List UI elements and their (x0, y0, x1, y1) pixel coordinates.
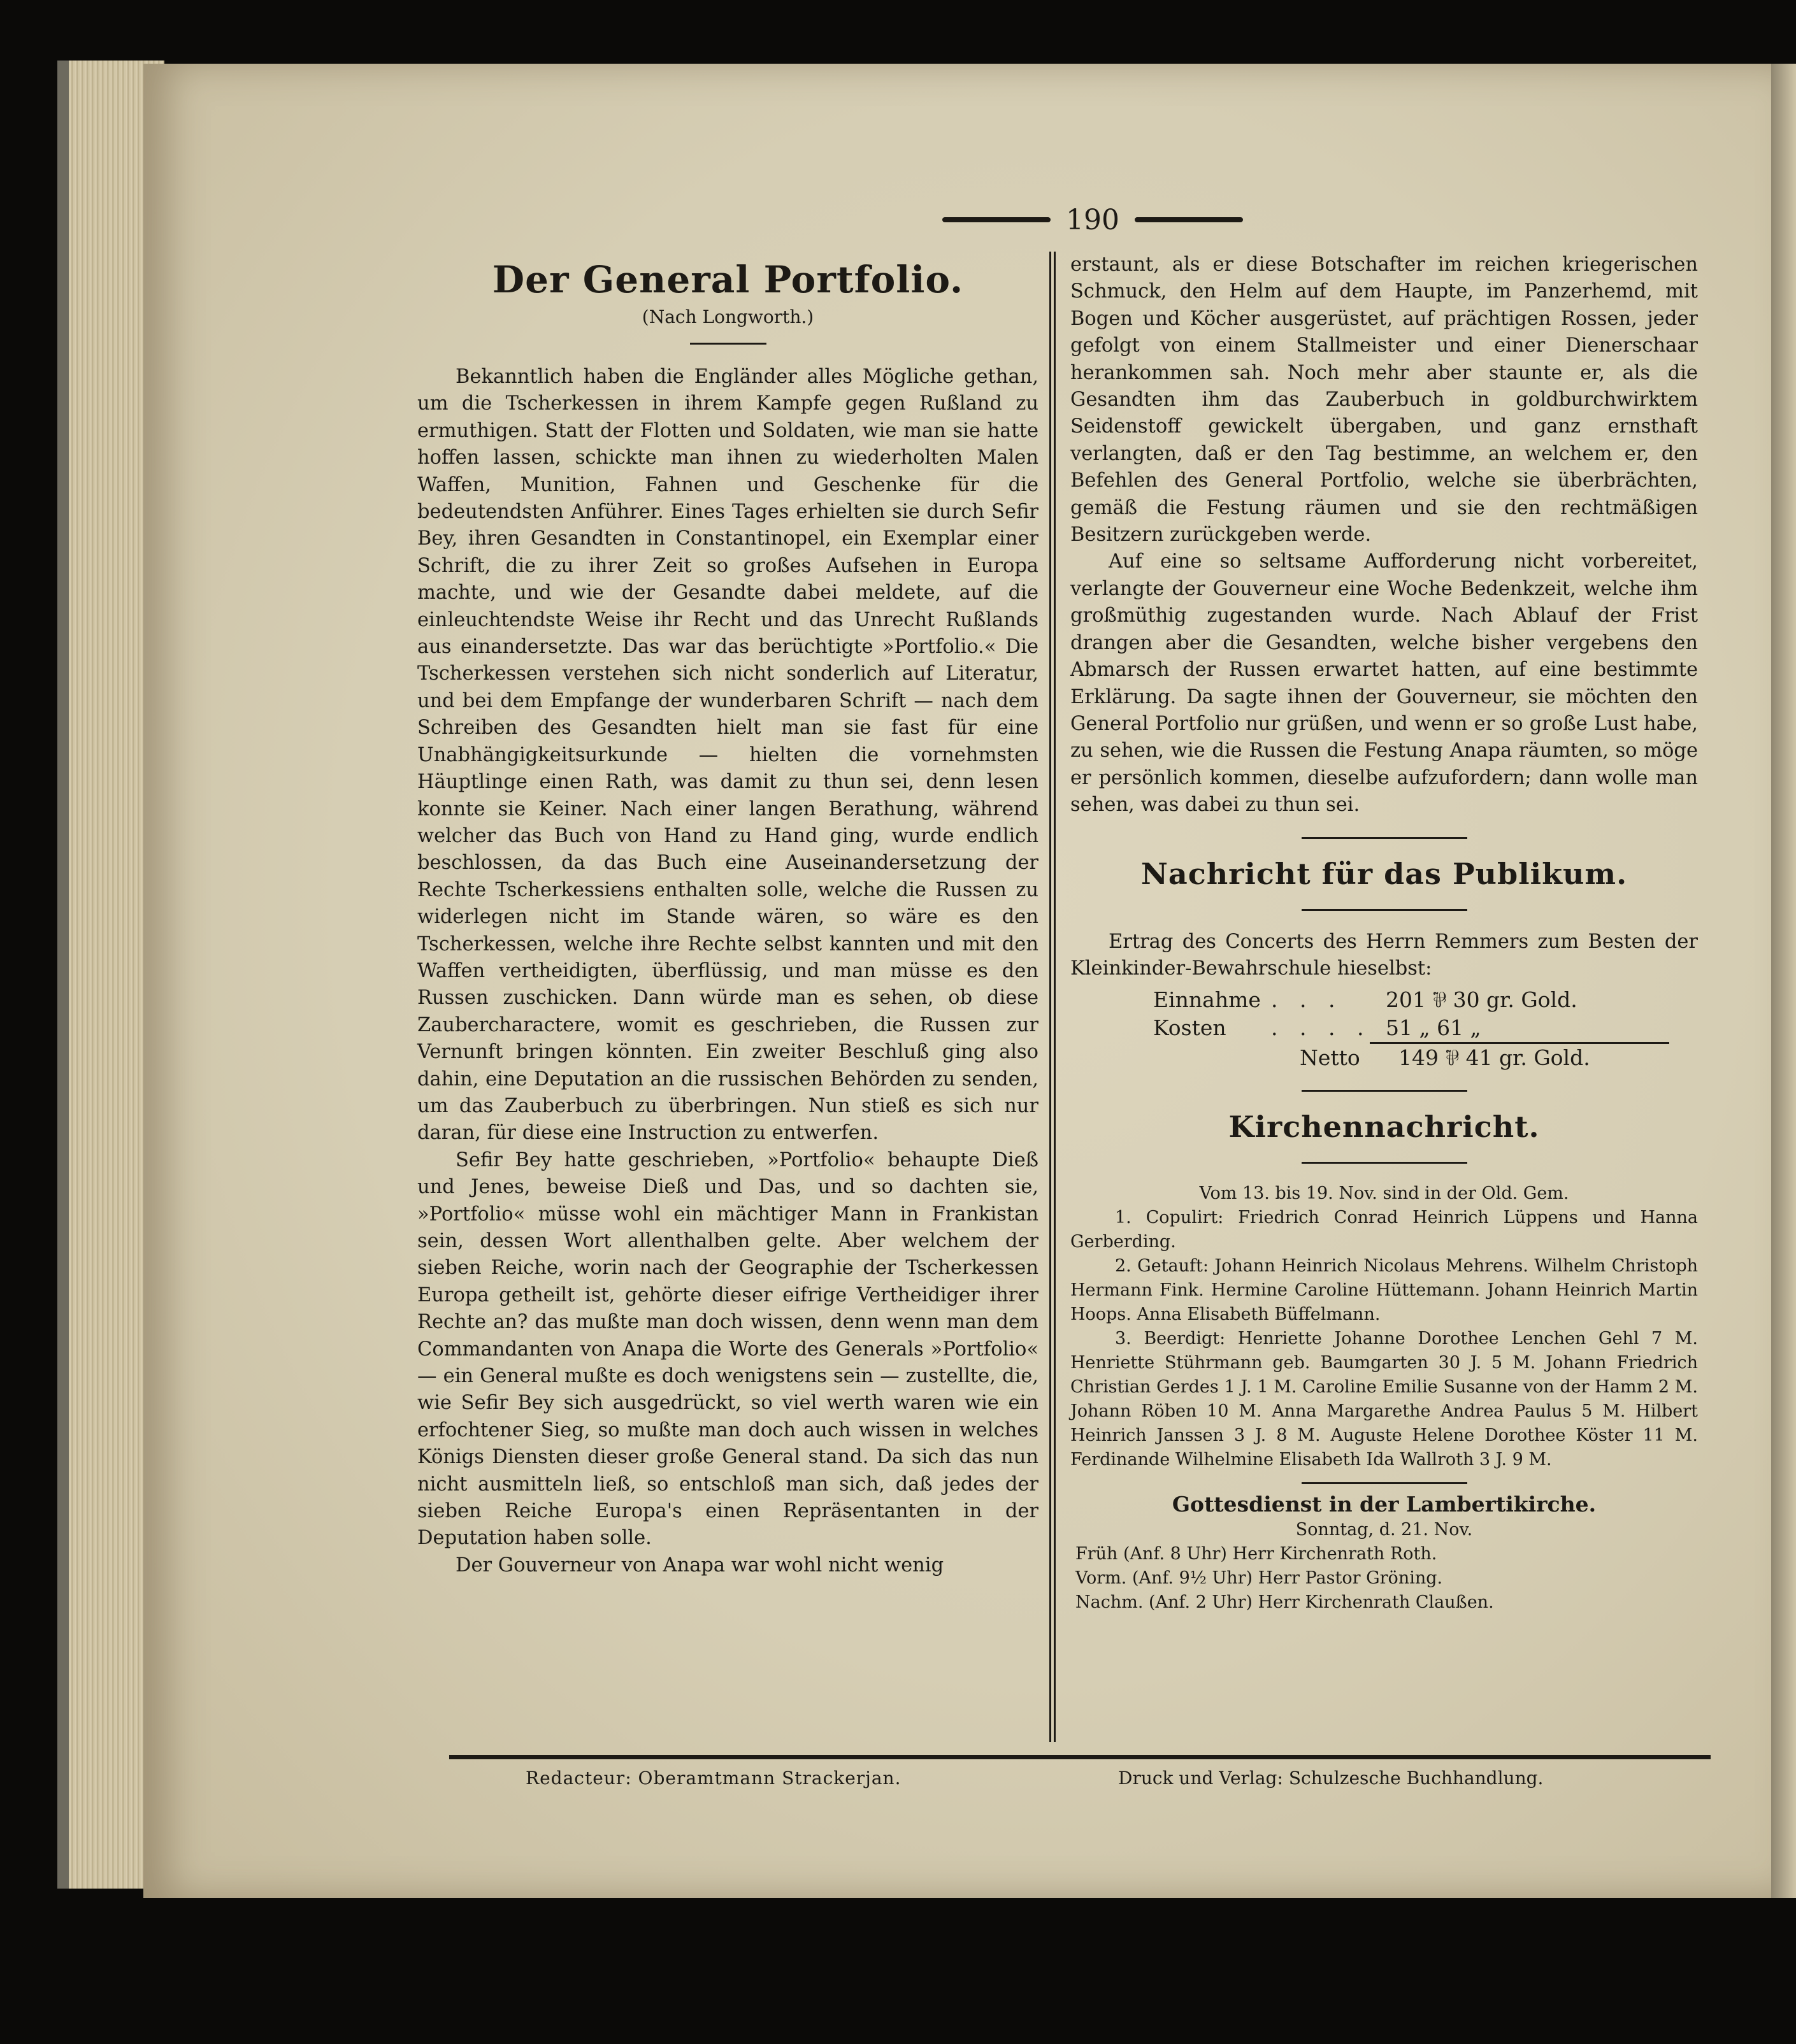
kirche-entry: 3. Beerdigt: Henriette Johanne Dorothee Lenchen Gehl 7 M. Henriette Stührmann geb. Baumgarten 30 J. 5 M. Johann Friedrich Christian Gerdes 1 J. 1 M. Caroline Emilie Susanne von der Hamm 2 M. Johann Röben 10 M. Anna Margarethe Andrea Paulus 5 M. Hilbert Heinrich Janssen 3 J. 8 M. Auguste Helene Dorothee Köster 11 M. Ferdinande Wilhelmine Elisabeth Ida Wallroth 3 J. 9 M. (1070, 1329, 1698, 1470)
service-line: Vorm. (Anf. 9½ Uhr) Herr Pastor Gröning. (1075, 1568, 1443, 1589)
account-table (1070, 986, 1698, 1072)
kirche-entry: 1. Copulirt: Friedrich Conrad Heinrich Lüppens und Hanna Gerberding. (1070, 1208, 1698, 1252)
nachricht-intro: Ertrag des Concerts des Herrn Remmers zum Besten der Kleinkinder-Bewahrschule hieselbst: (1070, 930, 1698, 980)
facing-page-edge (1771, 64, 1796, 1898)
left-column (417, 252, 1038, 1742)
account-value: 201 ⅌ 30 gr. Gold. (1386, 987, 1577, 1013)
page-header (902, 197, 1284, 242)
account-dots: . . . (1271, 987, 1343, 1013)
account-total-row (1070, 1044, 1698, 1072)
sonntag-date: Sonntag, d. 21. Nov. (1295, 1520, 1473, 1540)
article-title: Der General Portfolio. (492, 258, 964, 301)
article-paragraph: Bekanntlich haben die Engländer alles Mögliche gethan, um die Tscherkessen in ihrem Kampfe gegen Rußland zu ermuthigen. Statt der Flotten und Soldaten, wie man sie hatte hoffen lassen, schickte man ihnen zu wiederholten Malen Waffen, Munition, Fahnen und Geschenke für die bedeutendsten Anführer. Eines Tages erhielten sie durch Sefir Bey, ihren Gesandten in Constantinopel, ein Exemplar einer Schrift, die zu ihrer Zeit so großes Aufsehen in Europa machte, und wie der Gesandte dabei meldete, auf die einleuchtendste Weise ihr Recht und das Unrecht Rußlands aus einandersetzte. Das war das berüchtigte »Portfolio.« Die Tscherkessen verstehen sich nicht sonderlich auf Literatur, und bei dem Empfange der wunderbaren Schrift — nach dem Schreiben des Gesandten hielt man sie fast für eine Unabhängigkeitsurkunde — hielten die vornehmsten Häuptlinge einen Rath, was damit zu thun sei, denn lesen konnte sie Keiner. Nach einer langen Berathung, während welcher das Buch von Hand zu Hand ging, wurde endlich beschlossen, da das Buch eine Auseinandersetzung der Rechte Tscherkessiens enthalten solle, welche die Russen zu widerlegen nicht im Stande wären, so wäre es den Tscherkessen, welche ihre Rechte selbst kannten und mit den Waffen vertheidigten, überflüssig, und man müsse es den Russen zuschicken. Dann würde man es sehen, ob diese Zaubercharactere, womit es geschrieben, die Russen zur Vernunft bringen könnten. Ein zweiter Beschluß ging also dahin, eine Deputation an die russischen Behörden zu senden, um das Zauberbuch zu überbringen. Nun stieß es sich nur daran, für diese eine Instruction zu entwerfen. (417, 366, 1038, 1145)
gottesdienst-title: Gottesdienst in der Lambertikirche. (1172, 1492, 1597, 1517)
nachricht-title: Nachricht für das Publikum. (1140, 856, 1628, 891)
title-rule (690, 343, 766, 345)
account-label: Einnahme (1153, 987, 1261, 1013)
article-paragraph: Der Gouverneur von Anapa war wohl nicht wenig (456, 1554, 944, 1576)
netto-value: 149 ⅌ 41 gr. Gold. (1398, 1045, 1590, 1071)
section-rule (1302, 1162, 1467, 1164)
section-rule (1302, 1482, 1467, 1484)
article-paragraph: Sefir Bey hatte geschrieben, »Portfolio« behaupte Dieß und Jenes, beweise Dieß und Das, und so dachten sie, »Portfolio« müsse wohl ein mächtiger Mann in Frankistan sein, dessen Wort allenthalben gelte. Aber welchem der sieben Reiche, worin nach der Geographie der Tscherkessen Europa getheilt ist, gehörte dieser eifrige Vertheidiger ihrer Rechte an? das mußte man doch wissen, denn wenn man dem Commandanten von Anapa die Worte des Generals »Portfolio« — ein General mußte es doch wenigstens sein — zustellte, die, wie Sefir Bey sich ausgedrückt, so viel werth waren wie ein erfochtener Sieg, so mußte man doch auch wissen in welches Königs Diensten dieser große General stand. Da sich das nun nicht ausmitteln ließ, so entschloß man sich, daß jedes der sieben Reiche Europa's einen Repräsentanten in der Deputation haben solle. (417, 1148, 1038, 1550)
header-rule-left (942, 217, 1051, 222)
article-subtitle: (Nach Longworth.) (642, 306, 814, 327)
account-row (1070, 986, 1698, 1014)
page-number: 190 (1066, 203, 1119, 236)
section-rule (1302, 909, 1467, 911)
section-rule (1302, 1090, 1467, 1092)
section-rule (1302, 837, 1467, 839)
kirche-intro: Vom 13. bis 19. Nov. sind in der Old. Gem. (1199, 1183, 1569, 1204)
right-column (1070, 252, 1698, 1742)
article-paragraph: Auf eine so seltsame Aufforderung nicht vorbereitet, verlangte der Gouverneur eine Woche Bedenkzeit, welche ihm großmüthig zugestanden wurde. Nach Ablauf der Frist drangen aber die Gesandten, welche bisher vergebens den Abmarsch der Russen erwartet hatten, auf eine bestimmte Erklärung. Da sagte ihnen der Gouverneur, sie möchten den General Portfolio nur grüßen, und wenn er so große Lust habe, zu sehen, wie die Russen die Festung Anapa räumten, so möge er persönlich kommen, dieselbe aufzufordern; dann wolle man sehen, was dabei zu thun sei. (1070, 550, 1698, 817)
account-dots: . . . . (1271, 1015, 1372, 1041)
netto-label: Netto (1300, 1045, 1360, 1071)
account-value: 51 „ 61 „ (1386, 1015, 1481, 1041)
page-content (398, 197, 1704, 1789)
account-row (1070, 1014, 1698, 1042)
footer-editor: Redacteur: Oberamtmann Strackerjan. (526, 1768, 902, 1789)
footer-publisher: Druck und Verlag: Schulzesche Buchhandlung. (1118, 1768, 1544, 1789)
header-rule-right (1135, 217, 1243, 222)
service-line: Früh (Anf. 8 Uhr) Herr Kirchenrath Roth. (1075, 1544, 1437, 1564)
article-paragraph: erstaunt, als er diese Botschafter im reichen kriegerischen Schmuck, den Helm auf dem Haupte, im Panzerhemd, mit Bogen und Köcher ausgerüstet, auf prächtigen Rossen, jeder gefolgt von einem Stallmeister und einer Dienerschaar herankommen sah. Noch mehr aber staunte er, als die Gesandten ihm das Zauberbuch in goldburchwirktem Seidenstoff gewickelt übergaben, und ganz ernsthaft verlangten, daß er den Tag bestimme, an welchem er, den Befehlen des General Portfolio, welche sie überbrächten, gemäß die Festung räumen und sie den rechtmäßigen Besitzern zurückgeben werde. (1070, 254, 1698, 547)
service-line: Nachm. (Anf. 2 Uhr) Herr Kirchenrath Claußen. (1075, 1592, 1494, 1613)
kirche-title: Kirchennachricht. (1228, 1110, 1540, 1145)
kirche-entry: 2. Getauft: Johann Heinrich Nicolaus Mehrens. Wilhelm Christoph Hermann Fink. Hermine Caroline Hüttemann. Johann Heinrich Martin Hoops. Anna Elisabeth Büffelmann. (1070, 1256, 1698, 1325)
column-divider (1049, 252, 1056, 1742)
account-label: Kosten (1153, 1015, 1226, 1041)
footer-rule (449, 1755, 1711, 1759)
